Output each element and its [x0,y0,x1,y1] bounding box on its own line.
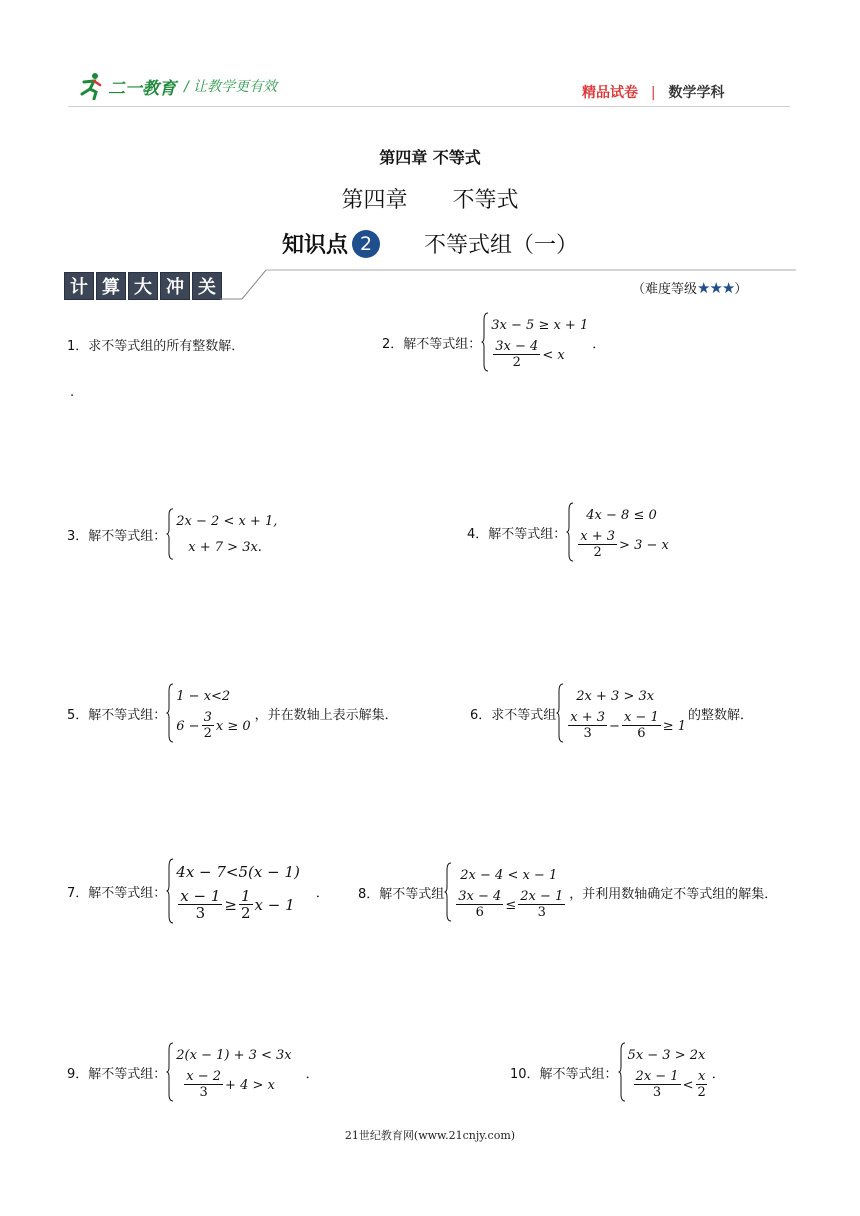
inequality-system [166,683,250,743]
problem-label: 8．解不等式组 [358,886,445,902]
problem-instruction: 的整数解． [688,707,754,723]
problem-label: 10．解不等式组： [510,1066,618,1082]
fraction-denominator: 2 [593,545,602,560]
inequality-line: 2x + 3 > 3x [576,688,655,704]
inequality-line: 2(x − 1) + 3 < 3x [176,1047,292,1063]
title-big-chapter: 第四章 [341,188,408,213]
expression: < x [542,347,565,363]
banner-char: 算 [96,272,126,300]
problem-9 [67,1042,319,1102]
problem-label: 3．解不等式组： [67,528,167,544]
problem-label: 2．解不等式组： [382,336,482,352]
expression: ≤ [505,897,517,913]
brace-icon [556,683,564,743]
expression: x ≥ 0 [215,718,251,734]
inequality-system [556,683,686,743]
inequality-line: 4x − 7<5(x − 1) [176,863,300,881]
banner-char: 大 [128,272,158,300]
problem-label: 9．解不等式组： [67,1066,167,1082]
inequality-line [628,1068,710,1102]
expression: ≥ 1 [662,718,687,734]
inequality-line [491,338,588,372]
title-big [0,183,860,214]
period: ． [592,336,606,352]
fraction-numerator: x − 1 [180,887,221,905]
fraction-numerator: 3x − 4 [495,339,539,354]
problem-6 [470,683,753,743]
expression: > 3 − x [619,537,669,553]
brace-icon [481,312,489,372]
problem-5 [67,683,398,743]
inequality-system [444,862,567,922]
fraction-numerator: 1 [240,887,251,905]
expression: 6 − [176,718,200,734]
problem-instruction: ，并在数轴上表示解集． [254,707,398,723]
inequality-line [176,1068,291,1102]
runner-logo-icon [78,72,104,100]
problem-7 [67,858,329,924]
problem-label: 7．解不等式组： [67,885,167,901]
inequality-system [166,1042,291,1102]
inequality-line: x + 7 > 3x. [188,539,262,555]
logo-text: 二一教育 [108,78,176,99]
difficulty-prefix: （难度等级 [632,282,698,297]
knowledge-point-label: 知识点 [282,233,349,258]
expression: < [682,1077,694,1093]
problem-label: 5．解不等式组： [67,707,167,723]
fraction-denominator: 6 [475,905,484,920]
problem-2 [382,312,605,372]
expression: x − 1 [254,896,295,914]
banner-char: 关 [192,272,222,300]
fraction-denominator: 6 [637,726,646,741]
inequality-system [166,508,277,560]
difficulty-rating [632,278,747,297]
title-big-name: 不等式 [452,188,519,213]
inequality-line: 5x − 3 > 2x [627,1047,706,1063]
brace-icon [166,683,174,743]
fraction-numerator: x + 3 [570,710,606,725]
header-divider [68,106,790,107]
inequality-line: 3x − 5 ≥ x + 1 [491,317,589,333]
difficulty-suffix: ） [734,282,748,297]
fraction-numerator: 3x − 4 [458,889,502,904]
period: ． [305,1066,319,1082]
brace-icon [166,508,174,560]
fraction-denominator: 3 [652,1085,662,1100]
problem-4 [467,502,669,562]
fraction-numerator: 3 [203,710,212,725]
period: ． [315,885,329,901]
fraction-denominator: 2 [512,355,521,370]
inequality-line [176,886,300,924]
problem-instruction: ，并利用数轴确定不等式组的解集． [569,886,778,902]
knowledge-point-title: 不等式组（一） [424,233,579,258]
fraction-denominator: 2 [697,1085,706,1100]
fraction-denominator: 2 [240,904,251,922]
brace-icon [166,858,174,924]
brace-icon [566,502,574,562]
fraction-numerator: x − 2 [186,1069,222,1084]
inequality-line: 2x − 4 < x − 1 [460,867,558,883]
star-icon: ★★★ [697,279,735,297]
brace-icon [166,1042,174,1102]
banner-char: 冲 [160,272,190,300]
inequality-line: 1 − x<2 [176,688,231,704]
section-banner [64,272,222,300]
expression: + 4 > x [225,1077,275,1093]
fraction-denominator: 2 [203,726,212,741]
fraction-denominator: 3 [195,904,206,922]
problem-3 [67,508,277,560]
title-small: 第四章 不等式 [379,148,481,167]
header-right [582,82,724,102]
inequality-line [576,528,669,562]
inequality-system [618,1042,710,1102]
fraction-denominator: 3 [537,905,546,920]
problem-8 [358,862,777,922]
expression: − [609,718,620,734]
fraction-numerator: x + 3 [580,529,616,544]
inequality-system [566,502,669,562]
fraction-denominator: 3 [583,726,592,741]
inequality-system [166,858,300,924]
fraction-numerator: x [697,1069,706,1084]
period: ． [711,1066,725,1082]
problem-1: 1．求不等式组的所有整数解． [67,339,245,354]
brace-icon [444,862,452,922]
inequality-system [481,312,588,372]
fraction-numerator: 2x − 1 [520,889,564,904]
footer: 21世纪教育网(www.21cnjy.com) [344,1129,516,1142]
problem-label: 6．求不等式组 [470,707,557,723]
stray-mark: . [70,385,75,400]
expression: ≥ [224,896,237,914]
inequality-line: 4x − 8 ≤ 0 [586,507,657,523]
knowledge-point-number: 2 [352,230,380,258]
slogan: / 让教学更有效 [184,79,278,95]
inequality-line [176,709,250,743]
fraction-numerator: x − 1 [623,710,659,725]
header-separator: | [650,85,656,101]
header-label: 精品试卷 [582,85,638,101]
brace-icon [618,1042,626,1102]
fraction-denominator: 3 [199,1085,208,1100]
fraction-numerator: 2x − 1 [635,1069,679,1084]
header-subject: 数学学科 [668,85,725,101]
problem-label: 4．解不等式组： [467,526,567,542]
inequality-line [566,709,686,743]
problem-10 [510,1042,725,1102]
inequality-line: 2x − 2 < x + 1, [176,513,278,529]
inequality-line [454,888,567,922]
header-logo [78,72,277,100]
knowledge-point [282,228,578,259]
banner-char: 计 [64,272,94,300]
